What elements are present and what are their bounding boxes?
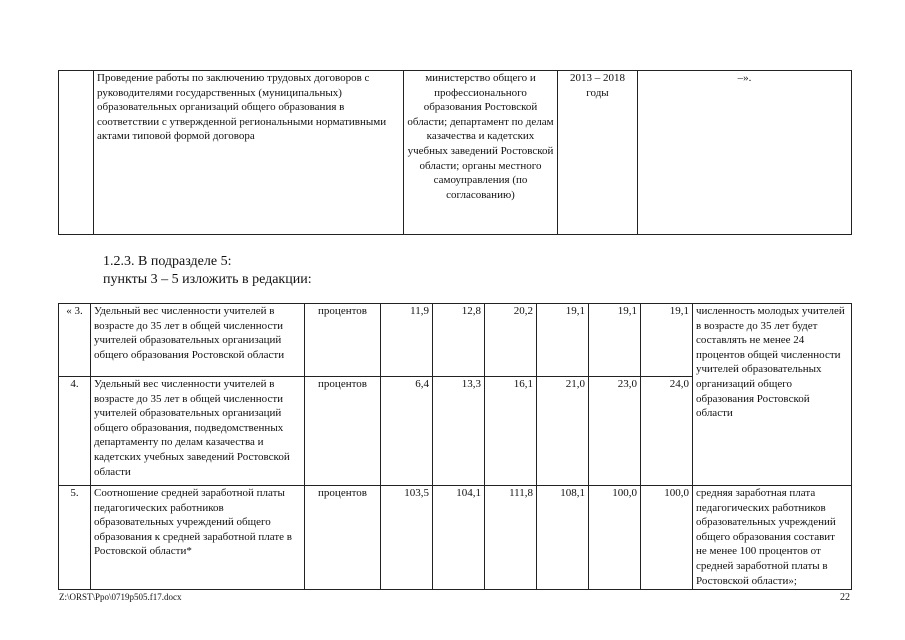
value-2017: 19,1 [589, 304, 641, 377]
indicators-table [58, 303, 852, 590]
value-2017: 23,0 [589, 377, 641, 486]
section-heading: 1.2.3. В подразделе 5: [103, 254, 232, 269]
value-2018: 19,1 [641, 304, 693, 377]
table-row [59, 304, 852, 377]
expected-result: –». [638, 71, 852, 235]
row-number: 4. [59, 377, 91, 486]
value-2013: 103,5 [381, 486, 433, 590]
value-2014: 104,1 [433, 486, 485, 590]
value-2015: 16,1 [485, 377, 537, 486]
value-2015: 111,8 [485, 486, 537, 590]
table-row [59, 71, 852, 235]
value-2014: 13,3 [433, 377, 485, 486]
row-number [59, 71, 94, 235]
file-path: Z:\ORST\Ppo\0719p505.f17.docx [59, 592, 182, 602]
page-number: 22 [840, 592, 850, 603]
value-2013: 6,4 [381, 377, 433, 486]
indicator-name: Удельный вес численности учителей в возрасте до 35 лет в общей численности учителей образовательных организаций общего образования, подведомственных департаменту по делам казачества и кадетских учебных заведений Ростовской области [91, 377, 305, 486]
implementation-period: 2013 – 2018 годы [558, 71, 638, 235]
responsible-executor: министерство общего и профессионального образования Ростовской области; департамент по делам казачества и кадетских учебных заведений Ростовской области; органы местного самоуправления (по согласованию) [404, 71, 558, 235]
unit: процентов [305, 377, 381, 486]
indicator-name: Соотношение средней заработной платы педагогических работников образовательных учреждений общего образования к средней заработной плате в Ростовской области* [91, 486, 305, 590]
unit: процентов [305, 486, 381, 590]
value-2016: 21,0 [537, 377, 589, 486]
measure-description: Проведение работы по заключению трудовых договоров с руководителями государственных (муниципальных) образовательных организаций общего образования в соответствии с утвержденной региональными нормативными актами типовой формой договора [94, 71, 404, 235]
value-2016: 108,1 [537, 486, 589, 590]
value-2018: 24,0 [641, 377, 693, 486]
indicator-name: Удельный вес численности учителей в возрасте до 35 лет в общей численности учителей образовательных организаций общего образования Ростовской области [91, 304, 305, 377]
value-2016: 19,1 [537, 304, 589, 377]
expected-result: средняя заработная плата педагогических работников образовательных учреждений общего образования составит не менее 100 процентов от средней заработной платы в Ростовской области»; [693, 486, 852, 590]
value-2013: 11,9 [381, 304, 433, 377]
value-2018: 100,0 [641, 486, 693, 590]
row-number: 5. [59, 486, 91, 590]
section-subheading: пункты 3 – 5 изложить в редакции: [103, 272, 312, 287]
row-number: « 3. [59, 304, 91, 377]
table-row [59, 486, 852, 590]
value-2015: 20,2 [485, 304, 537, 377]
measures-table [58, 70, 852, 235]
unit: процентов [305, 304, 381, 377]
expected-result: численность молодых учителей в возрасте до 35 лет будет составлять не менее 24 процентов общей численности учителей образовательных организаций общего образования Ростовской области [693, 304, 852, 486]
value-2014: 12,8 [433, 304, 485, 377]
value-2017: 100,0 [589, 486, 641, 590]
